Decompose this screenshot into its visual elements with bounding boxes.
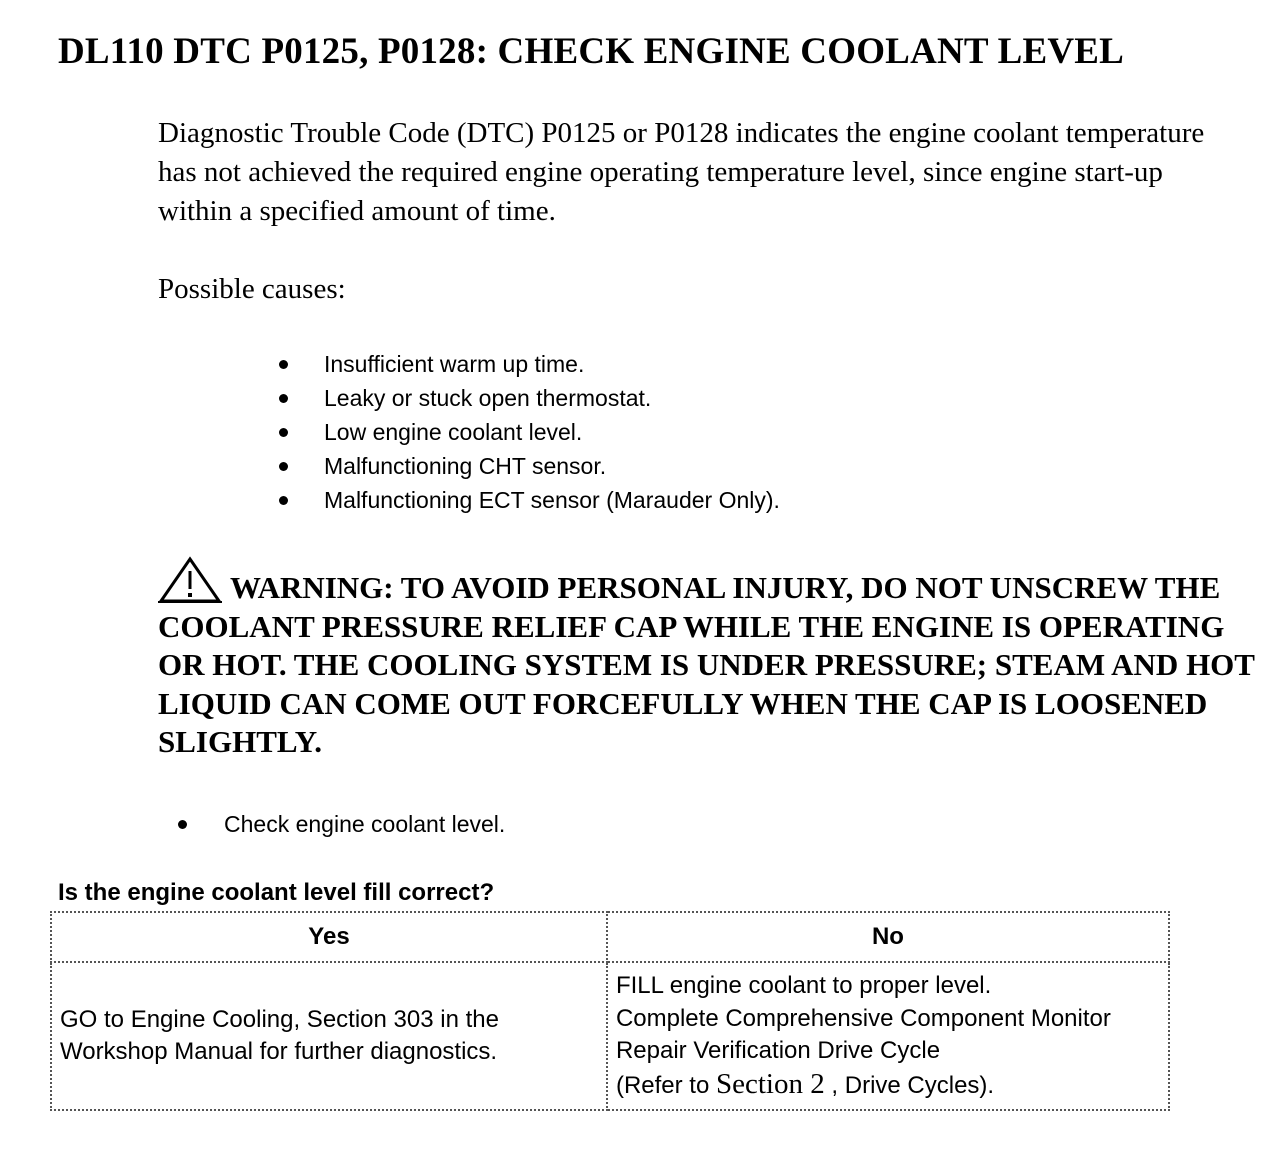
warning-text: WARNING: TO AVOID PERSONAL INJURY, DO NOT UNSCREW THE COOLANT PRESSURE RELIEF CAP WHILE THE ENGINE IS OPERATING OR HOT. THE COOLING SYSTEM IS UNDER PRESSURE; STEAM AND HOT LIQUID CAN COME OUT FORCEFULLY WHEN THE CAP IS LOOSENED SLIGHTLY. xyxy=(158,570,1255,759)
table-row xyxy=(51,962,1169,1110)
page-title: DL110 DTC P0125, P0128: CHECK ENGINE COOLANT LEVEL xyxy=(58,31,1124,72)
list-item xyxy=(276,381,780,415)
decision-question: Is the engine coolant level fill correct? xyxy=(58,879,495,906)
list-item xyxy=(276,415,780,449)
cause-text: Leaky or stuck open thermostat. xyxy=(324,385,652,411)
warning-block xyxy=(158,556,1258,762)
no-action-line-2: Complete Comprehensive Component Monitor Repair Verification Drive Cycle xyxy=(615,1004,1111,1064)
bullet-icon xyxy=(279,462,288,471)
bullet-icon xyxy=(178,820,187,829)
reference-prefix: (Refer to xyxy=(615,1071,716,1099)
no-action-line-1: FILL engine coolant to proper level. xyxy=(615,972,992,999)
no-header: No xyxy=(607,912,1169,962)
intro-paragraph: Diagnostic Trouble Code (DTC) P0125 or P0128 indicates the engine coolant temperature has not achieved the required engine operating temperature level, since engine start-up within a specified amount of time. xyxy=(158,117,1205,227)
cause-text: Low engine coolant level. xyxy=(324,419,583,445)
possible-causes-list xyxy=(276,347,780,517)
bullet-icon xyxy=(279,394,288,403)
reference-suffix: , Drive Cycles). xyxy=(824,1071,995,1099)
no-action-cell xyxy=(607,962,1169,1110)
yes-action-cell: GO to Engine Cooling, Section 303 in the Workshop Manual for further diagnostics. xyxy=(51,962,607,1110)
bullet-icon xyxy=(279,496,288,505)
yes-header: Yes xyxy=(51,912,607,962)
cause-text: Malfunctioning ECT sensor (Marauder Only). xyxy=(324,487,780,513)
decision-table xyxy=(50,911,1170,1111)
warning-triangle-icon xyxy=(158,556,222,604)
check-step-item xyxy=(176,808,505,840)
list-item xyxy=(276,483,780,517)
list-item xyxy=(276,449,780,483)
cause-text: Malfunctioning CHT sensor. xyxy=(324,453,607,479)
table-header-row xyxy=(51,912,1169,962)
bullet-icon xyxy=(279,360,288,369)
bullet-icon xyxy=(279,428,288,437)
possible-causes-label: Possible causes: xyxy=(158,273,346,305)
section-reference-link[interactable]: Section 2 xyxy=(715,1067,825,1100)
check-step-text: Check engine coolant level. xyxy=(224,811,506,837)
cause-text: Insufficient warm up time. xyxy=(324,351,585,377)
list-item xyxy=(276,347,780,381)
